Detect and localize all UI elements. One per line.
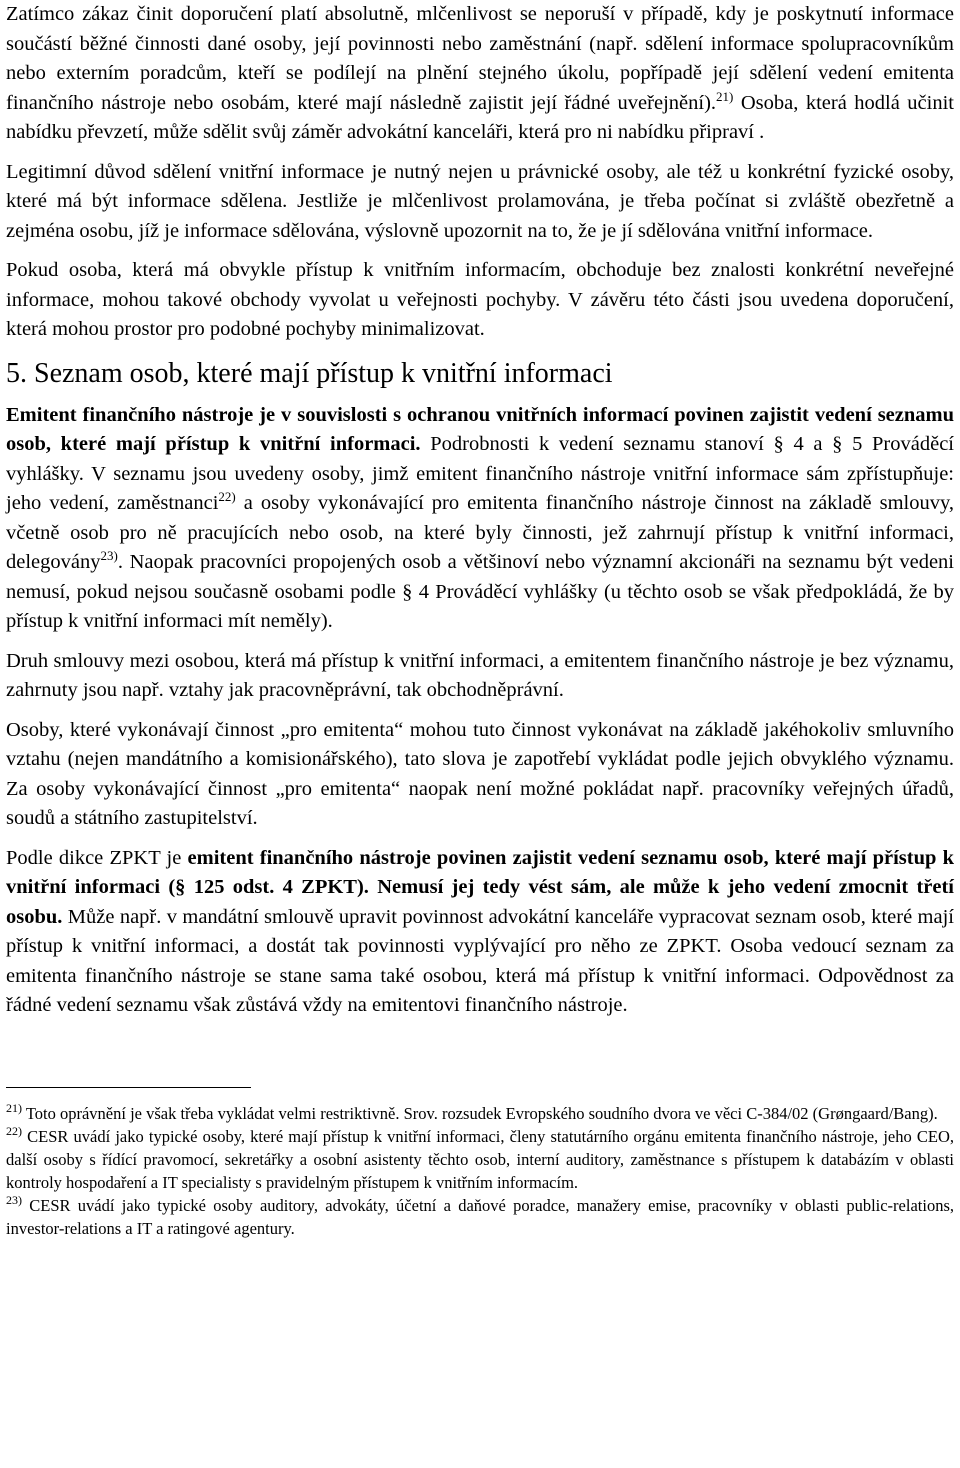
text-segment: a osoby vykonávající pro emitenta finančního nástroje činnost na základě smlouvy, včetně osob pro ně pracujících nebo osob, na které byly činnosti, jež zahrnují přístup k vnitřní informaci, delegovány [6,492,954,573]
footnote-text: CESR uvádí jako typické osoby auditory, advokáty, účetní a daňové poradce, manažery emise, pracovníky v oblasti public-relations, investor-relations a IT a ratingové agentury. [6,1195,954,1238]
text-segment: Může např. v mandátní smlouvě upravit povinnost advokátní kanceláře vypracovat seznam osob, které mají přístup k vnitřní informaci, a dostát tak povinnosti vyplývající pro něho ze ZPKT. Osoba vedoucí seznam za emitenta finančního nástroje se stane sama také osobou, která má přístup k vnitřní informaci. Odpovědnost za řádné vedení seznamu však zůstává vždy na emitentovi finančního nástroje. [6,905,954,1016]
text-segment: Osoba, která hodlá učinit nabídku převzetí, může sdělit svůj záměr advokátní kanceláři, která pro ni nabídku připraví . [6,91,954,143]
footnote-text: CESR uvádí jako typické osoby, které mají přístup k vnitřní informaci, členy statutárního orgánu emitenta finančního nástroje, jeho CEO, další osoby s řídící pravomocí, sekretářky a osobní asistenty těchto osob, interní auditory, zaměstnance s přístupem k databázím v oblasti kontroly hospodaření a IT specialisty s pravidelným přístupem k vnitřním informacím. [6,1126,954,1192]
text-segment: Zatímco zákaz činit doporučení platí absolutně, mlčenlivost se neporuší v případě, kdy je poskytnutí informace součástí běžné činnosti dané osoby, její povinnosti nebo zaměstnání (např. sdělení informace spolupracovníkům nebo externím poradcům, kteří se podílejí na plnění stejného úkolu, popřípadě její sdělení vedení emitenta finančního nástroje nebo osobám, které mají následně zajistit její řádné uveřejnění). [6,3,954,114]
paragraph-6 [6,716,954,834]
footnote-22 [6,1125,954,1194]
text-segment: Legitimní důvod sdělení vnitřní informace je nutný nejen u právnické osoby, ale též u konkrétní fyzické osoby, které má být informace sdělena. Jestliže je mlčenlivost prolamována, je třeba počínat si zvláště obezřetně a zejména osobu, jíž je informace sdělována, výslovně upozornit na to, že je jí sdělována vnitřní informace. [6,160,954,242]
footnote-mark: 22) [6,1123,22,1138]
document-page [6,0,954,1240]
paragraph-4 [6,401,954,637]
paragraph-7 [6,844,954,1021]
text-segment: Podle dikce ZPKT je [6,846,188,869]
footnote-ref-22[interactable]: 22) [218,489,236,504]
footnote-ref-21[interactable]: 21) [716,88,734,104]
footnote-text: Toto oprávnění je však třeba vykládat velmi restriktivně. Srov. rozsudek Evropského soudního dvora ve věci C-384/02 (Grøngaard/Bang). [22,1103,938,1123]
text-segment: Podrobnosti k vedení seznamu stanoví § 4 a § 5 Prováděcí vyhlášky. V seznamu jsou uvedeny osoby, jimž emitent finančního nástroje vnitřní informace sám zpřístupňuje: jeho vedení, zaměstnanci [6,433,955,514]
text-segment: Osoby, které vykonávají činnost „pro emitenta“ mohou tuto činnost vykonávat na základě jakéhokoliv smluvního vztahu (nejen mandátního a komisionářského), tato slova je zapotřebí vykládat podle jejich obvyklého významu. Za osoby vykonávající činnost „pro emitenta“ naopak není možné pokládat např. pracovníky veřejných úřadů, soudů a státního zastupitelství. [6,718,954,829]
text-segment: . Naopak pracovníci propojených osob a většinoví nebo významní akcionáři na seznamu být vedeni nemusí, pokud nejsou současně osobami podle § 4 Prováděcí vyhlášky (u těchto osob se však předpokládá, že by přístup k vnitřní informaci mít neměly). [6,551,954,632]
text-segment: Druh smlouvy mezi osobou, která má přístup k vnitřní informaci, a emitentem finančního nástroje je bez významu, zahrnuty jsou např. vztahy jak pracovněprávní, tak obchodněprávní. [6,649,954,701]
footnote-21 [6,1102,954,1125]
paragraph-1 [6,0,954,148]
section-heading: 5. Seznam osob, které mají přístup k vnitřní informaci [6,357,613,389]
text-segment: Pokud osoba, která má obvykle přístup k vnitřním informacím, obchoduje bez znalosti konkrétní neveřejné informace, mohou takové obchody vyvolat u veřejnosti pochyby. V závěru této části jsou uvedena doporučení, která mohou prostor pro podobné pochyby minimalizovat. [6,259,954,340]
footnote-mark: 23) [6,1192,22,1207]
paragraph-3 [6,256,954,345]
paragraph-5 [6,647,954,706]
footnote-23 [6,1194,954,1240]
text-segment-bold: Emitent finančního nástroje je v souvislosti s ochranou vnitřních informací povinen zajistit vedení seznamu osob, které mají přístup k vnitřní informaci. [6,403,954,455]
footnote-separator [6,1087,251,1088]
footnote-ref-23[interactable]: 23) [100,548,118,563]
text-segment-bold: emitent finančního nástroje povinen zajistit vedení seznamu osob, které mají přístup k vnitřní informaci (§ 125 odst. 4 ZPKT). Nemusí jej tedy vést sám, ale může k jeho vedení zmocnit třetí osobu. [6,846,954,928]
footnote-mark: 21) [6,1100,22,1115]
paragraph-2 [6,158,954,247]
